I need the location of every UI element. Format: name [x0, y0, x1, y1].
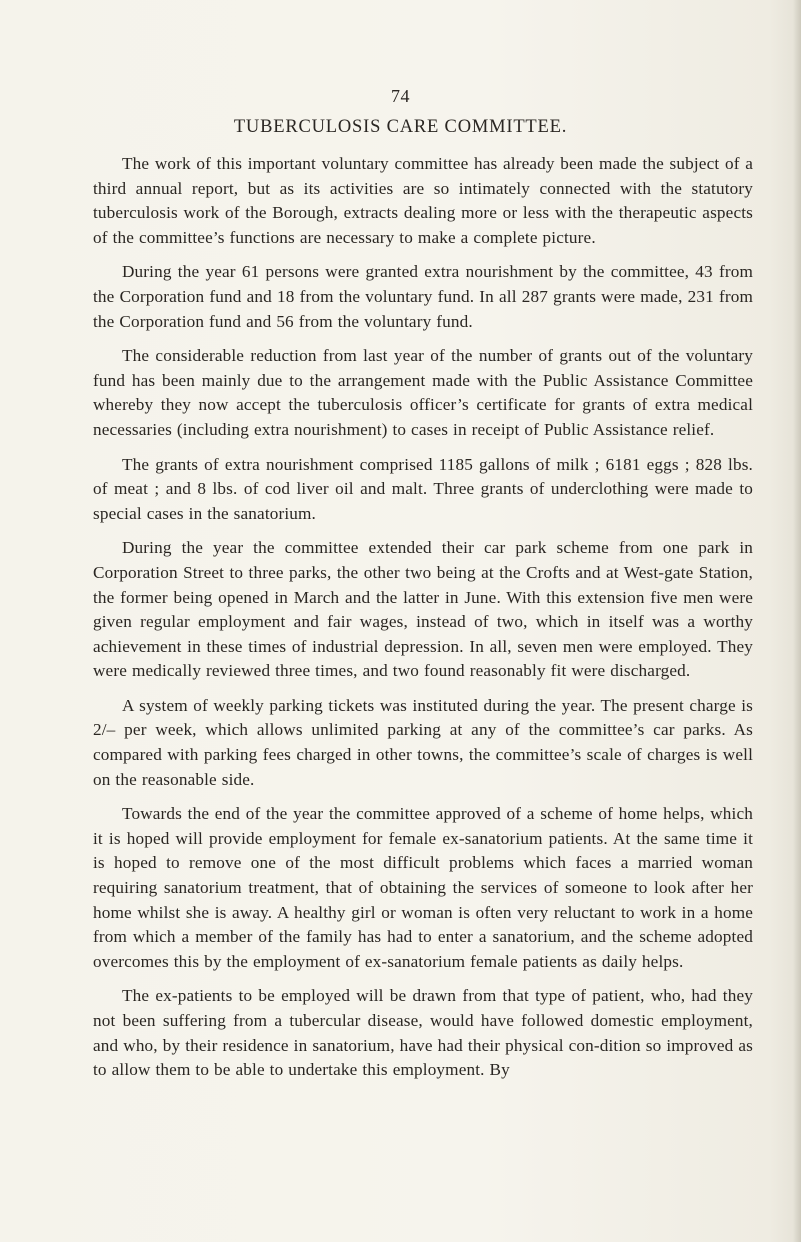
paragraph-nourishment-persons: During the year 61 persons were granted extra nourishment by the committee, 43 from the Corporation fund and 18 from the voluntary fund. In all 287 grants were made, 231 from the Corporation fund and 56 from the voluntary fund. [93, 262, 753, 331]
paragraph-grant-reduction: The considerable reduction from last year of the number of grants out of the voluntary fund has been mainly due to the arrangement made with the Public Assistance Committee whereby they now accept the tuberculosis officer’s certificate for grants of extra medical necessaries (including extra nourishment) to cases in receipt of Public Assistance relief. [93, 346, 753, 439]
paragraph-ex-patients: The ex-patients to be employed will be drawn from that type of patient, who, had they not been suffering from a tubercular disease, would have followed domestic employment, and who, by their residence in sanatorium, have had their physical con-dition so improved as to allow them to be able to undertake this employment. By [93, 986, 753, 1080]
body-text [93, 152, 753, 1093]
paragraph-parking-tickets: A system of weekly parking tickets was instituted during the year. The present charge is 2/– per week, which allows unlimited parking at any of the committee’s car parks. As compared with parking fees charged in other towns, the committee’s scale of charges is well on the reasonable side. [93, 695, 753, 789]
page-edge-shadow [793, 0, 801, 1242]
paragraph-nourishment-items: The grants of extra nourishment comprised 1185 gallons of milk ; 6181 eggs ; 828 lbs. of meat ; and 8 lbs. of cod liver oil and malt. Three grants of underclothing were made to special cases in the sanatorium. [93, 454, 753, 523]
page-number: 74 [391, 86, 410, 106]
paragraph-intro: The work of this important voluntary committee has already been made the subject of a third annual report, but as its activities are so intimately connected with the statutory tuberculosis work of the Borough, extracts dealing more or less with the therapeutic aspects of the committee’s functions are necessary to make a complete picture. [93, 154, 753, 247]
paragraph-home-helps: Towards the end of the year the committee approved of a scheme of home helps, which it is hoped will provide employment for female ex-sanatorium patients. At the same time it is hoped to remove one of the most difficult problems which faces a married woman requiring sanatorium treatment, that of obtaining the services of someone to look after her home whilst she is away. A healthy girl or woman is often very reluctant to work in a home from which a member of the family has had to enter a sanatorium, and the scheme adopted overcomes this by the employment of ex-sanatorium female patients as daily helps. [93, 804, 753, 971]
paragraph-car-park-scheme: During the year the committee extended their car park scheme from one park in Corporation Street to three parks, the other two being at the Crofts and at West-gate Station, the former being opened in March and the latter in June. With this extension five men were given regular employment and fair wages, instead of two, which in itself was a worthy achievement in these times of industrial depression. In all, seven men were employed. They were medically reviewed three times, and two found reasonably fit were discharged. [93, 538, 753, 681]
section-heading: TUBERCULOSIS CARE COMMITTEE. [233, 117, 568, 137]
